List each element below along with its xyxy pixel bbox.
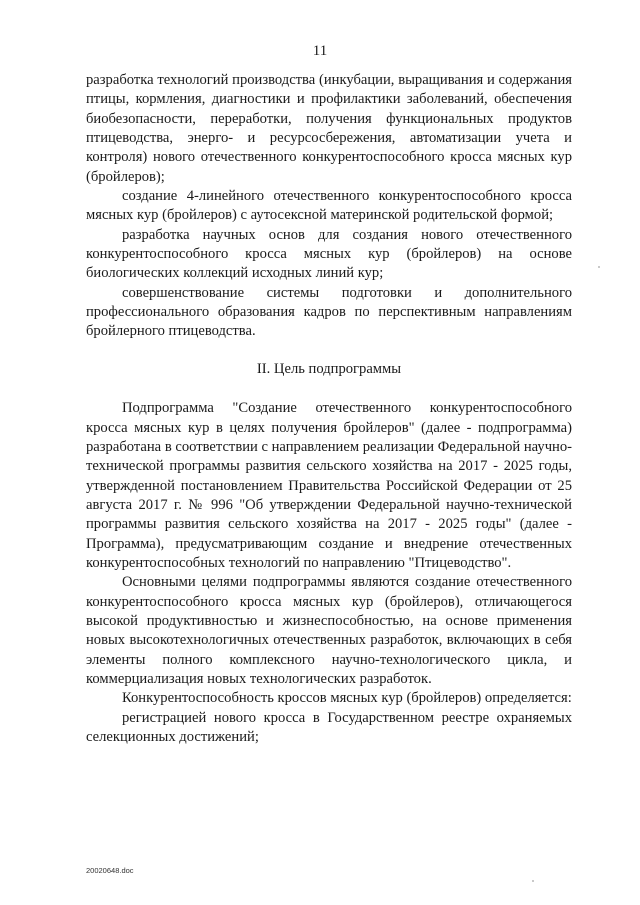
list-item: создание 4-линейного отечественного конкурентоспособного кросса мясных кур (бройлеров) с аутосексной материнской родительской формой; [86,188,572,224]
paragraph: Подпрограмма "Создание отечественного конкурентоспособного кросса мясных кур в целях получения бройлеров" (далее - подпрограмма) разработана в соответствии с направлением реализации Федеральной научно-технической программы развития сельского хозяйства на 2017 - 2025 годы, утвержденной постановлением Правительства Российской Федерации от 25 августа 2017 г. № 996 "Об утверждении Федеральной научно-технической программы развития сельского хозяйства на 2017 - 2025 годы" (далее - Программа), предусматривающим создание и внедрение отечественных конкурентоспособных технологий по направлению "Птицеводство". [86,400,572,571]
section-heading: II. Цель подпрограммы [256,360,402,377]
paragraph: Конкурентоспособность кроссов мясных кур (бройлеров) определяется: [122,690,572,707]
paragraph: Основными целями подпрограммы являются создание отечественного конкурентоспособного кросса мясных кур (бройлеров), отличающегося высокой продуктивностью и жизнеспособностью, на основе применения новых высокотехнологичных отечественных разработок, включающих в себя элементы полного комплексного научно-технологического цикла, и коммерциализация новых технологических разработок. [86,574,572,687]
list-item: разработка технологий производства (инкубации, выращивания и содержания птицы, кормления, диагностики и профилактики заболеваний, обеспечения биобезопасности, переработки, получения функциональных продуктов птицеводства, энерго- и ресурсосбережения, автоматизации учета и контроля) нового отечественного конкурентоспособного кросса мясных кур (бройлеров); [86,72,572,185]
page-number: 11 [312,43,328,59]
footer-doc-code: 20020648.doc [86,866,134,875]
list-item: совершенствование системы подготовки и дополнительного профессионального образования кадров по перспективным направлениям бройлерного птицеводства. [86,284,572,340]
document-body [86,71,572,747]
paragraph: регистрацией нового кросса в Государственном реестре охраняемых селекционных достижений; [86,709,572,745]
scan-speck [532,880,534,882]
scan-speck [598,266,600,268]
list-item: разработка научных основ для создания нового отечественного конкурентоспособного кросса мясных кур (бройлеров) на основе биологических коллекций исходных линий кур; [86,226,572,282]
